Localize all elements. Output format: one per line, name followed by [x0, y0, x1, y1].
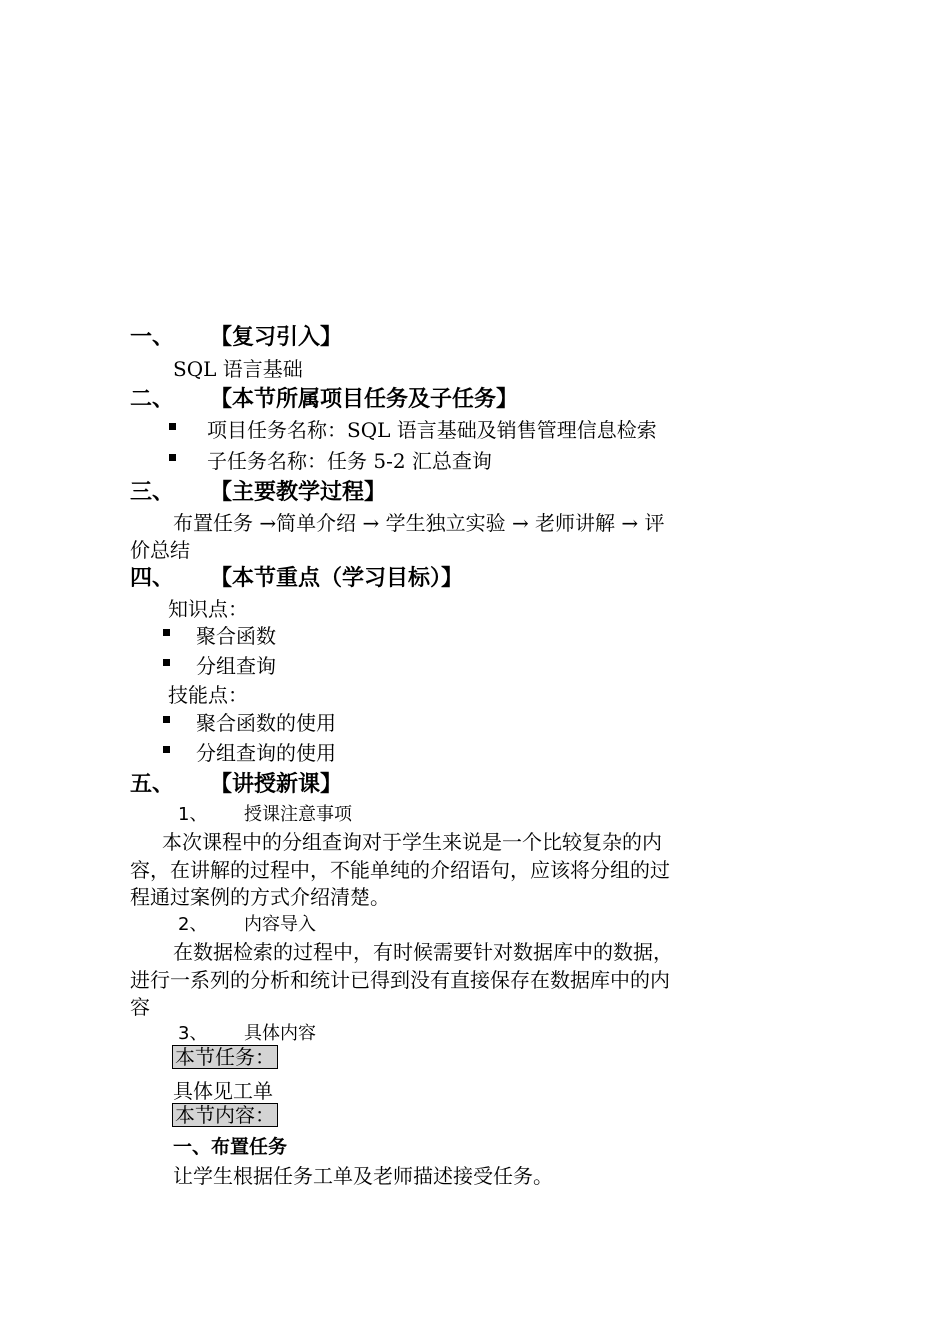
section-2-number: 二、 [130, 387, 175, 412]
subtask-item: 子任务名称：任务 5-2 汇总查询 [207, 449, 492, 473]
content-label [172, 1103, 278, 1127]
knowledge-label: 知识点： [168, 597, 248, 621]
bullet-marker [163, 716, 170, 723]
bullet-marker [163, 746, 170, 753]
subsection-1-number: 1、 [178, 804, 208, 825]
skill-item: 分组查询的使用 [196, 741, 336, 765]
bullet-marker [163, 629, 170, 636]
teaching-process-line-2: 价总结 [130, 538, 190, 562]
notes-line-2: 容，在讲解的过程中，不能单纯的介绍语句，应该将分组的过 [130, 858, 670, 882]
subsection-2-number: 2、 [178, 914, 208, 935]
step-title: 一、布置任务 [173, 1136, 288, 1158]
bullet-marker [169, 423, 176, 430]
step-text: 让学生根据任务工单及老师描述接受任务。 [173, 1164, 553, 1188]
knowledge-item: 聚合函数 [196, 624, 276, 648]
subsection-3-title: 具体内容 [244, 1023, 316, 1044]
notes-line-3: 程通过案例的方式介绍清楚。 [130, 885, 390, 909]
subsection-1-title: 授课注意事项 [244, 804, 352, 825]
content-label-box: 本节内容： [172, 1103, 278, 1127]
section-4-title: 【本节重点（学习目标）】 [210, 566, 464, 591]
section-4-number: 四、 [130, 566, 175, 591]
section-1-title: 【复习引入】 [210, 325, 343, 350]
task-text: 具体见工单 [173, 1079, 273, 1103]
skill-item: 聚合函数的使用 [196, 711, 336, 735]
intro-line-1: 在数据检索的过程中，有时候需要针对数据库中的数据， [173, 940, 673, 964]
subsection-3-number: 3、 [178, 1023, 208, 1044]
intro-line-3: 容 [130, 995, 150, 1019]
section-2-title: 【本节所属项目任务及子任务】 [210, 387, 519, 412]
bullet-marker [163, 659, 170, 666]
subsection-2-title: 内容导入 [244, 914, 316, 935]
section-3-title: 【主要教学过程】 [210, 480, 387, 505]
section-1-number: 一、 [130, 325, 175, 350]
notes-line-1: 本次课程中的分组查询对于学生来说是一个比较复杂的内 [162, 830, 662, 854]
section-1-body: SQL 语言基础 [173, 357, 303, 381]
teaching-process-line-1: 布置任务 →简单介绍 → 学生独立实验 → 老师讲解 → 评 [173, 511, 665, 535]
skill-label: 技能点： [168, 683, 248, 707]
task-label [172, 1045, 278, 1069]
task-label-box: 本节任务： [172, 1045, 278, 1069]
knowledge-item: 分组查询 [196, 654, 276, 678]
intro-line-2: 进行一系列的分析和统计已得到没有直接保存在数据库中的内 [130, 968, 670, 992]
section-3-number: 三、 [130, 480, 175, 505]
section-5-number: 五、 [130, 772, 175, 797]
section-5-title: 【讲授新课】 [210, 772, 343, 797]
bullet-marker [169, 454, 176, 461]
project-task-item: 项目任务名称：SQL 语言基础及销售管理信息检索 [207, 418, 657, 442]
